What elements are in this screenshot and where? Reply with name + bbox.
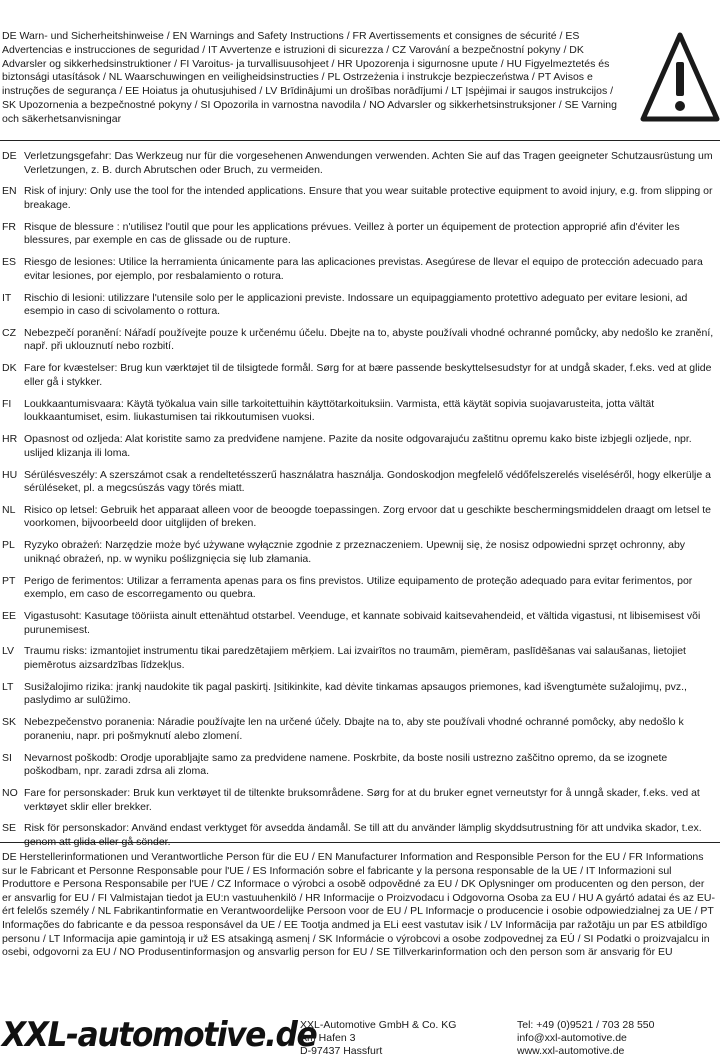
warning-text: Traumu risks: izmantojiet instrumentu tikai paredzētajiem mērķiem. Lai izvairītos no traumām, piemēram, paslīdēšanas vai salaušanas, lietojiet piemērotus aizsardzības līdzekļus. <box>24 645 686 671</box>
company-contact <box>517 1019 654 1057</box>
warning-text: Ryzyko obrażeń: Narzędzie może być używane wyłącznie zgodnie z przeznaczeniem. Upewnij się, że nosisz odpowiedni sprzęt ochronny, aby uniknąć obrażeń, np. w wyniku poślizgnięcia się lub złamania. <box>24 539 686 565</box>
language-code: EE <box>2 610 17 623</box>
address-company-name: XXL-Automotive GmbH & Co. KG <box>300 1019 457 1031</box>
language-code: HR <box>2 433 18 446</box>
language-code: DE <box>2 150 17 162</box>
language-code: ES <box>2 256 17 269</box>
language-code: NO <box>2 787 18 800</box>
warning-item <box>2 716 718 743</box>
language-code: IT <box>2 291 12 304</box>
address-street: Am Hafen 3 <box>300 1031 356 1044</box>
warning-item <box>2 433 718 460</box>
warning-text: Fare for personskader: Bruk kun verktøyet til de tiltenkte bruksområdene. Sørg for at du bruker egnet verneutstyr for å unngå skader, f.eks. ved at verktøyet sklir eller brekker. <box>24 787 700 813</box>
company-address <box>300 1019 456 1057</box>
warning-item <box>2 327 718 354</box>
warning-item <box>2 221 718 248</box>
warning-item <box>2 752 718 779</box>
language-code: EN <box>2 185 17 198</box>
language-code: PT <box>2 574 16 587</box>
warning-item <box>2 575 718 602</box>
warning-text: Nevarnost poškodb: Orodje uporabljajte samo za predvidene namene. Poskrbite, da boste nosili ustrezno zaščitno opremo, da se izognete poškodbam, npr. zaradi zdrsa ali zloma. <box>24 751 668 778</box>
warning-triangle-icon <box>640 30 720 126</box>
language-code: NL <box>2 503 16 516</box>
warning-text: Risque de blessure : n'utilisez l'outil que pour les applications prévues. Veillez à porter un équipement de protection approprié afin d'éviter les blessures, par exemple en cas de glissade ou de rupture. <box>24 220 680 247</box>
warnings-list <box>2 150 718 858</box>
warning-text: Riesgo de lesiones: Utilice la herramienta únicamente para las aplicaciones previstas. Asegúrese de llevar el equipo de protección adecuado para evitar lesiones, por ejemplo, por resbalamiento o rotura. <box>24 256 703 282</box>
warning-text: Opasnost od ozljeda: Alat koristite samo za predviđene namjene. Pazite da nosite odgovarajuću zaštitnu opremu kako biste izbjegli ozljede, npr. uslijed klizanja ili loma. <box>24 433 692 459</box>
divider-top <box>0 140 720 141</box>
contact-email[interactable]: info@xxl-automotive.de <box>517 1031 627 1044</box>
warning-item <box>2 610 718 637</box>
warning-item <box>2 398 718 425</box>
warning-item <box>2 292 718 319</box>
warning-text: Fare for kvæstelser: Brug kun værktøjet til de tilsigtede formål. Sørg for at bære passende beskyttelsesudstyr for at undgå skader, f.eks. ved at glide eller gå i stykker. <box>24 362 712 388</box>
contact-phone: Tel: +49 (0)9521 / 703 28 550 <box>517 1019 655 1031</box>
warning-item <box>2 362 718 389</box>
language-code: FR <box>2 220 16 233</box>
language-code: DK <box>2 362 17 375</box>
header-title-block: DE Warn- und Sicherheitshinweise / EN Warnings and Safety Instructions / FR Avertissements et consignes de sécurité / ES Advertencias e instrucciones de seguridad / IT Avvertenze e istruzioni di sicurezza / CZ Varování a bezpečnostní pokyny / DK Advarsler og sikkerhedsinstruktioner / FI Varoitus- ja turvallisuusohjeet / HR Upozorenja i sigurnosne upute / HU Figyelmeztetés és biztonsági utasítások / NL Waarschuwingen en veiligheidsinstructies / PL Ostrzeżenia i instrukcje bezpieczeństwa / PT Avisos e instruções de segurança / EE Hoiatus ja ohutusjuhised / LV Brīdinājumi un drošības norādījumi / LT Įspėjimai ir saugos instrukcijos / SK Upozornenia a bezpečnostné pokyny / SI Opozorila in varnostna navodila / NO Advarsler og sikkerhetsinstruksjoner / SE Varning och säkerhetsanvisningar <box>2 30 617 125</box>
warning-text: Susižalojimo rizika: įrankį naudokite tik pagal paskirtį. Įsitikinkite, kad dėvite tinkamas apsaugos priemones, kad išvengtumėte sužalojimų, pvz., paslydimo ar sulūžimo. <box>24 680 687 707</box>
language-code: LV <box>2 645 15 658</box>
warning-text: Perigo de ferimentos: Utilizar a ferramenta apenas para os fins previstos. Utilize equipamento de proteção adequado para evitar ferimentos, por exemplo, em caso de escorregamento ou quebra. <box>24 574 693 601</box>
warning-text: Nebezpečenstvo poranenia: Náradie používajte len na určené účely. Dbajte na to, aby ste používali vhodné ochranné pomôcky, aby nedošlo k poraneniu, napr. pri pošmyknutí alebo zlomení. <box>24 716 684 742</box>
warning-text: Risico op letsel: Gebruik het apparaat alleen voor de beoogde toepassingen. Zorg ervoor dat u geschikte beschermingsmiddelen draagt om letsel te voorkomen, bijvoorbeeld door uitglijden of breken. <box>24 503 711 530</box>
warning-triangle-svg <box>640 30 720 126</box>
warning-text: Risk för personskador: Använd endast verktyget för avsedda ändamål. Se till att du använder lämplig skyddsutrustning för att undvika skador, t.ex. genom att glida eller gå sönder. <box>24 822 702 848</box>
language-code: SK <box>2 716 17 729</box>
warning-item <box>2 504 718 531</box>
warning-text: Nebezpečí poranění: Nářadí používejte pouze k určenému účelu. Dbejte na to, abyste používali vhodné ochranné pomůcky, aby nedošlo ke zranění, např. při uklouznutí nebo rozbití. <box>24 326 714 353</box>
warning-text: Rischio di lesioni: utilizzare l'utensile solo per le applicazioni previste. Indossare un equipaggiamento protettivo adeguato per evitare lesioni, ad esempio in caso di scivolamento o rottura. <box>24 291 688 318</box>
language-code: HU <box>2 468 18 481</box>
language-code: SI <box>2 751 12 764</box>
language-code: SE <box>2 822 17 835</box>
warning-item <box>2 185 718 212</box>
language-code: FI <box>2 397 12 410</box>
contact-website[interactable]: www.xxl-automotive.de <box>517 1044 625 1057</box>
warning-text: Verletzungsgefahr: Das Werkzeug nur für die vorgesehenen Anwendungen verwenden. Achten Sie auf das Tragen geeigneter Schutzausrüstung um Verletzungen, z. B. durch Abrutschen oder Bruch, zu vermeiden. <box>24 150 713 176</box>
language-code: LT <box>2 680 14 693</box>
address-city: D-97437 Hassfurt <box>300 1044 383 1057</box>
warning-text: Loukkaantumisvaara: Käytä työkalua vain sille tarkoitettuihin käyttötarkoituksiin. Varmista, että käytät sopivia suojavarusteita, jotta vältät loukkaantumiset, esim. liukastumisen tai rikkoutumisen vuoksi. <box>24 397 655 424</box>
language-code: CZ <box>2 326 16 339</box>
warning-item <box>2 645 718 672</box>
warning-text: Risk of injury: Only use the tool for the intended applications. Ensure that you wear suitable protective equipment to avoid injury, e.g. from slipping or breakage. <box>24 185 713 211</box>
company-logo: XXL-automotive.de <box>2 1015 317 1055</box>
warning-item <box>2 787 718 814</box>
warning-item <box>2 822 718 849</box>
manufacturer-info-title: DE Herstellerinformationen und Verantwortliche Person für die EU / EN Manufacturer Information and Responsible Person for the EU / FR Informations sur le Fabricant et Personne Responsable pour l'UE / ES Información sobre el fabricante y la persona responsable de la UE / IT Informazioni sul Produttore e Persona Responsabile per l'UE / CZ Informace o výrobci a osobě odpovědné za EU / DK Oplysninger om producenten og den person, der er ansvarlig for EU / FI Valmistajan tiedot ja EU:n vastuuhenkilö / HR Informacije o Proizvodacu i Odgovorna Osoba za EU / HU A gyártó adatai és az EU-ért felelős személy / NL Fabrikantinformatie en Verantwoordelijke Persoon voor de EU / PL Informacje o producencie i osobie odpowiedzialnej za UE / PT Informações do fabricante e da pessoa responsável da UE / EE Tootja andmed ja ELi eest vastutav isik / LV Informācija par ražotāju un par ES atbildīgo personu / LT Informacija apie gamintoją ir už ES atsakingą asmenį / SK Informácie o výrobcovi a osobe zodpovednej za EÚ / SI Podatki o proizvajalcu in osebi, odgovorni za EU / NO Produsentinformasjon og ansvarlig person for EU / SE Tillverkarinformation och den person som är ansvarig för EU <box>2 851 715 959</box>
warning-text: Vigastusoht: Kasutage tööriista ainult ettenähtud otstarbel. Veenduge, et kannate sobivaid kaitsevahendeid, et vältida vigastusi, nt libisemisest või purunemisest. <box>24 610 701 636</box>
warning-item <box>2 150 718 177</box>
warning-item <box>2 539 718 566</box>
warning-item <box>2 681 718 708</box>
divider-middle <box>0 842 720 843</box>
language-code: PL <box>2 539 15 552</box>
warning-item <box>2 469 718 496</box>
warning-text: Sérülésveszély: A szerszámot csak a rendeltetésszerű használatra használja. Gondoskodjon megfelelő védőfelszerelés viseléséről, hogy elkerülje a sérüléseket, pl. a megcsúszás vagy törés miatt. <box>24 468 711 495</box>
warning-item <box>2 256 718 283</box>
